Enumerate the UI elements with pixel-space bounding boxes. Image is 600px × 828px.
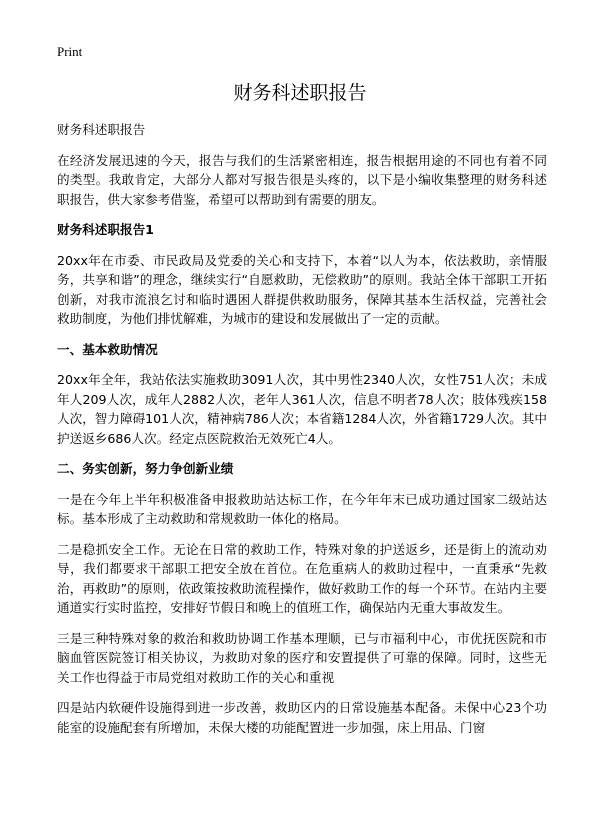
innovation-paragraph-two: 二是稳抓安全工作。无论在日常的救助工作，特殊对象的护送返乡，还是街上的流动劝导，我们都要求干部职工把安全放在首位。在危重病人的救助过程中，一直秉承“先救治，再救助”的原则，依政策按救助流程操作，做好救助工作的每一个环节。在站内主要通道实行实时监控，安排好节假日和晚上的值班工作，确保站内无重大事故发生。 (57, 541, 547, 615)
document-title: 财务科述职报告 (233, 82, 367, 104)
intro-paragraph: 在经济发展迅速的今天，报告与我们的生活紧密相连，报告根据用途的不同也有着不同的类型。我敢肯定，大部分人都对写报告很是头疼的，以下是小编收集整理的财务科述职报告，供大家参考借鉴，希望可以帮助到有需要的朋友。 (57, 152, 547, 207)
document-subtitle: 财务科述职报告 (57, 122, 146, 137)
innovation-paragraph-four: 四是站内软硬件设施得到进一步改善，救助区内的日常设施基本配备。未保中心23个功能室的设施配套有所增加，未保大楼的功能配置进一步加强，床上用品、门窗 (57, 700, 547, 735)
print-link[interactable]: Print (57, 44, 83, 59)
basic-assistance-paragraph: 20xx年全年，我站依法实施救助3091人次，其中男性2340人次，女性751人次；未成年人209人次，成年人2882人次，老年人361人次，信息不明者78人次；肢体残疾158人次，智力障碍101人次，精神病786人次；本省籍1284人次，外省籍1729人次。其中护送返乡686人次。经定点医院救治无效死亡4人。 (57, 372, 547, 446)
section-heading-report-1: 财务科述职报告1 (57, 222, 154, 237)
section-heading-innovation: 二、务实创新，努力争创新业绩 (57, 461, 234, 476)
section-heading-basic-assistance: 一、基本救助情况 (57, 341, 158, 357)
document-body (57, 120, 547, 748)
innovation-paragraph-one: 一是在今年上半年积极准备申报救助站达标工作，在今年年末已成功通过国家二级站达标。基本形成了主动救助和常规救助一体化的格局。 (57, 491, 547, 526)
innovation-paragraph-three: 三是三种特殊对象的救治和救助协调工作基本理顺，已与市福利中心，市优抚医院和市脑血管医院签订相关协议，为救助对象的医疗和安置提供了可靠的保障。同时，这些无关工作也得益于市局党组对救助工作的关心和重视 (57, 630, 547, 685)
section1-paragraph: 20xx年在市委、市民政局及党委的关心和支持下，本着“以人为本，依法救助，亲情服务，共享和谐”的理念，继续实行“自愿救助，无偿救助”的原则。我站全体干部职工开拓创新，对我市流浪乞讨和临时遇困人群提供救助服务，保障其基本生活权益，完善社会救助制度，为他们排忧解难，为城市的建设和发展做出了一定的贡献。 (57, 252, 547, 326)
